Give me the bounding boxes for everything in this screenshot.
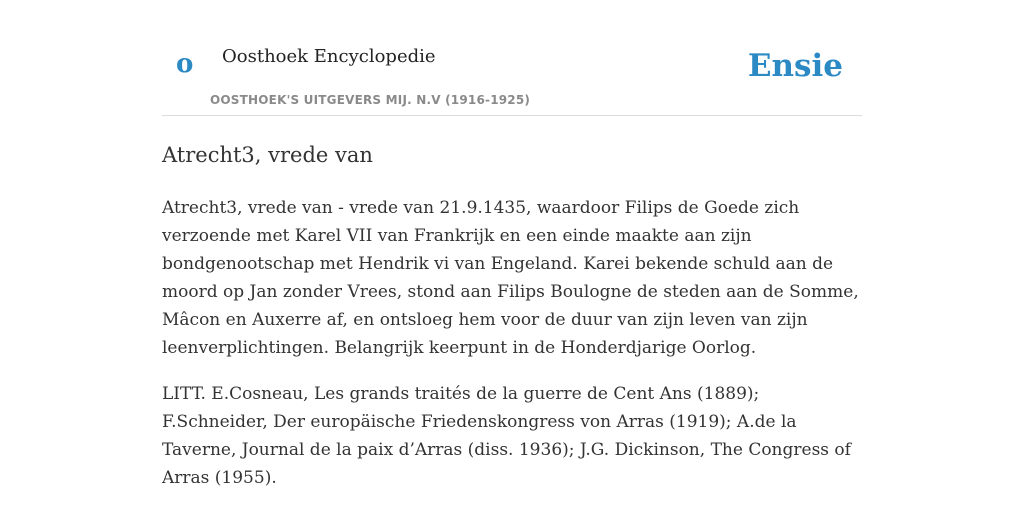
entry-content	[162, 140, 862, 510]
ensie-logo-link[interactable]: Ensie	[747, 48, 843, 84]
entry-literature: LITT. E.Cosneau, Les grands traités de la guerre de Cent Ans (1889); F.Schneider, Der europäische Friedenskongress von Arras (1919); A.de la Taverne, Journal de la paix d’Arras (diss. 1936); J.G. Dickinson, The Congress of Arras (1955).	[162, 384, 851, 488]
book-title-link[interactable]: Oosthoek Encyclopedie	[222, 46, 436, 67]
book-logo[interactable]: o	[176, 49, 194, 79]
entry-title: Atrecht3, vrede van	[162, 143, 373, 167]
publisher-label: OOSTHOEK'S UITGEVERS MIJ. N.V (1916-1925)	[210, 93, 531, 107]
header	[162, 0, 862, 116]
entry-body: Atrecht3, vrede van - vrede van 21.9.1435, waardoor Filips de Goede zich verzoende met Karel VII van Frankrijk en een einde maakte aan zijn bondgenootschap met Hendrik vi van Engeland. Karei bekende schuld aan de moord op Jan zonder Vrees, stond aan Filips Boulogne de steden aan de Somme, Mâcon en Auxerre af, en ontsloeg hem voor de duur van zijn leven van zijn leenverplichtingen. Belangrijk keerpunt in de Honderdjarige Oorlog.	[162, 198, 859, 358]
